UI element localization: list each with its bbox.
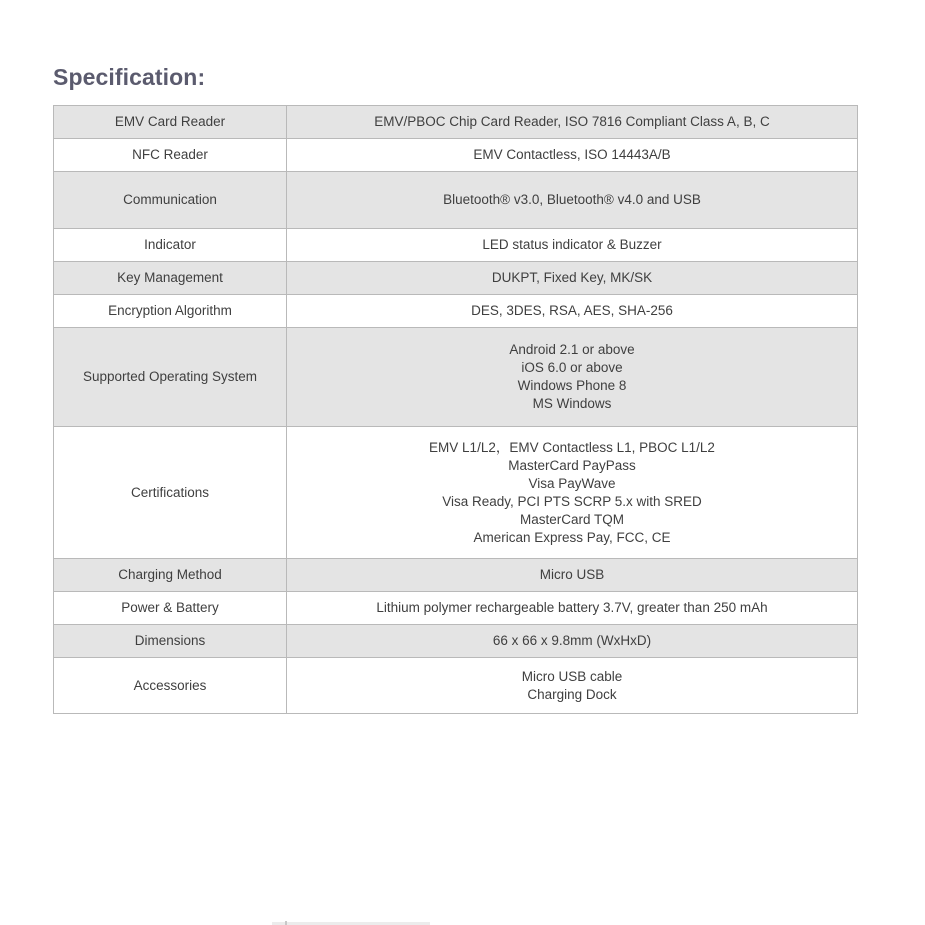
spec-value-line: Windows Phone 8 xyxy=(517,378,627,393)
spec-value-line: MasterCard TQM xyxy=(519,511,625,527)
spec-value-line: iOS 6.0 or above xyxy=(521,360,623,375)
spec-value-line: MasterCard PayPass xyxy=(508,457,636,473)
specification-table xyxy=(53,105,858,714)
spec-value xyxy=(287,592,858,625)
spec-value-line: Visa Ready, PCI PTS SCRP 5.x with SRED xyxy=(442,493,702,509)
spec-label: Indicator xyxy=(54,229,287,262)
spec-value xyxy=(287,328,858,427)
spec-value xyxy=(287,139,858,172)
spec-value-line: Micro USB cable xyxy=(521,668,623,684)
spec-value-line: Lithium polymer rechargeable battery 3.7V, greater than 250 mAh xyxy=(376,600,768,615)
spec-value-line: Charging Dock xyxy=(527,686,617,702)
spec-label: Power & Battery xyxy=(54,592,287,625)
spec-value xyxy=(287,262,858,295)
spec-value-line: MS Windows xyxy=(532,396,612,411)
spec-value-line: Android 2.1 or above xyxy=(509,342,635,357)
spec-value-line: American Express Pay, FCC, CE xyxy=(473,529,671,545)
spec-row-accessories xyxy=(54,658,858,714)
spec-row-power-battery xyxy=(54,592,858,625)
spec-value xyxy=(287,625,858,658)
spec-label: Supported Operating System xyxy=(54,328,287,427)
spec-value-line: Micro USB xyxy=(539,567,605,582)
spec-row-emv-card-reader xyxy=(54,106,858,139)
spec-value xyxy=(287,295,858,328)
spec-value-line: EMV L1/L2，EMV Contactless L1, PBOC L1/L2 xyxy=(429,439,715,455)
spec-label: NFC Reader xyxy=(54,139,287,172)
spec-value xyxy=(287,106,858,139)
spec-label: Accessories xyxy=(54,658,287,714)
page-title: Specification: xyxy=(53,64,206,90)
spec-value xyxy=(287,427,858,559)
spec-row-charging-method xyxy=(54,559,858,592)
spec-value-line: EMV/PBOC Chip Card Reader, ISO 7816 Compliant Class A, B, C xyxy=(374,114,770,129)
spec-label: Charging Method xyxy=(54,559,287,592)
spec-label: Key Management xyxy=(54,262,287,295)
spec-row-communication xyxy=(54,172,858,229)
spec-value-line: DES, 3DES, RSA, AES, SHA-256 xyxy=(471,303,673,318)
spec-value-line: DUKPT, Fixed Key, MK/SK xyxy=(491,270,653,285)
spec-value xyxy=(287,172,858,229)
spec-value-line: Bluetooth® v3.0, Bluetooth® v4.0 and USB xyxy=(443,192,701,207)
spec-label: Communication xyxy=(54,172,287,229)
spec-value-line: LED status indicator & Buzzer xyxy=(482,237,662,252)
spec-value xyxy=(287,559,858,592)
spec-row-indicator xyxy=(54,229,858,262)
spec-row-supported-os xyxy=(54,328,858,427)
spec-value xyxy=(287,229,858,262)
spec-row-certifications xyxy=(54,427,858,559)
bottom-divider-tick xyxy=(285,921,287,925)
spec-value xyxy=(287,658,858,714)
spec-label: Encryption Algorithm xyxy=(54,295,287,328)
spec-row-encryption-algorithm xyxy=(54,295,858,328)
spec-label: Certifications xyxy=(54,427,287,559)
spec-value-line: EMV Contactless, ISO 14443A/B xyxy=(473,147,671,162)
spec-row-nfc-reader xyxy=(54,139,858,172)
spec-value-line: 66 x 66 x 9.8mm (WxHxD) xyxy=(492,633,652,648)
spec-value-line: Visa PayWave xyxy=(528,475,616,491)
spec-row-dimensions xyxy=(54,625,858,658)
spec-row-key-management xyxy=(54,262,858,295)
spec-label: EMV Card Reader xyxy=(54,106,287,139)
spec-label: Dimensions xyxy=(54,625,287,658)
